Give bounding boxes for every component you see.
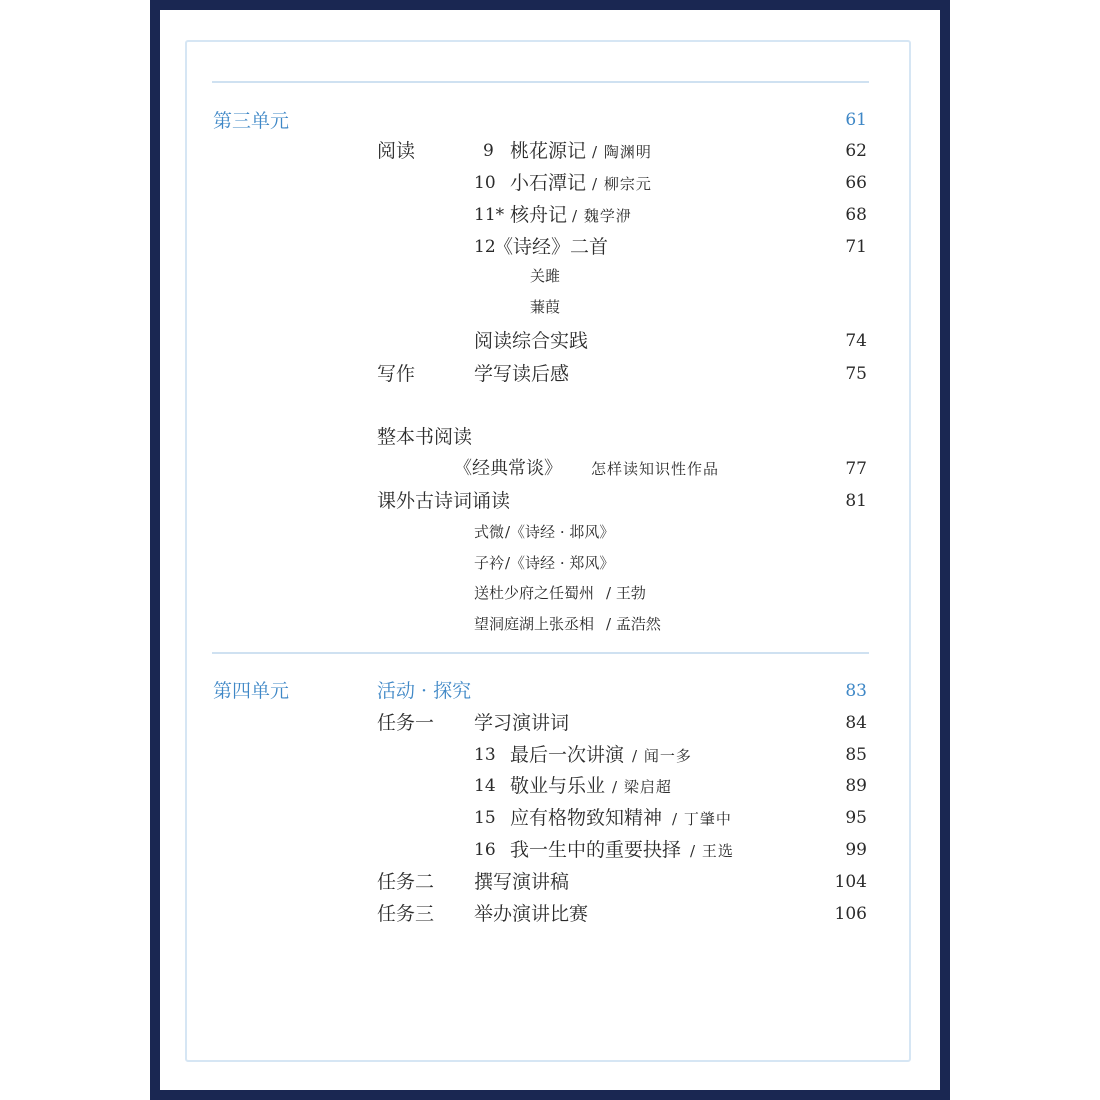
lesson-page: 71 [845, 237, 867, 257]
task3-label: 任务三 [377, 903, 435, 925]
lesson-title: 小石潭记 [510, 172, 587, 194]
lesson-author: / 陶渊明 [592, 143, 652, 161]
lesson-author: / 魏学洢 [572, 207, 632, 225]
task1-title: 学习演讲词 [474, 712, 570, 734]
poem-source: /《诗经 · 郑风》 [505, 554, 615, 572]
task2-page: 104 [834, 872, 867, 892]
lesson-page: 89 [845, 776, 867, 796]
poem-source: /《诗经 · 邶风》 [505, 523, 615, 541]
lesson-page: 68 [845, 205, 867, 225]
lesson-page: 62 [845, 141, 867, 161]
lesson-title: 《诗经》二首 [494, 236, 609, 258]
lesson-number: 13 [474, 745, 496, 765]
lesson-page: 85 [845, 745, 867, 765]
lesson-author: / 闻一多 [632, 747, 692, 765]
lesson-number: 12 [474, 237, 496, 257]
task2-label: 任务二 [377, 871, 435, 893]
lesson-number: 10 [474, 173, 496, 193]
lesson-author: / 柳宗元 [592, 175, 652, 193]
lesson-page: 66 [845, 173, 867, 193]
poem-title: 送杜少府之任蜀州 [474, 584, 595, 602]
whole-book-title: 《经典常谈》 [454, 458, 562, 479]
lesson-page: 95 [845, 808, 867, 828]
writing-label: 写作 [377, 363, 416, 385]
lesson-number: 14 [474, 776, 496, 796]
poem-title: 蒹葭 [530, 298, 561, 316]
extracurricular-page: 81 [845, 491, 867, 511]
unit-divider [212, 652, 869, 654]
whole-book-subtitle: 怎样读知识性作品 [591, 460, 720, 478]
lesson-author: / 王选 [690, 842, 734, 860]
lesson-title: 应有格物致知精神 [510, 807, 663, 829]
task1-page: 84 [845, 713, 867, 733]
lesson-title: 我一生中的重要抉择 [510, 839, 682, 861]
task2-title: 撰写演讲稿 [474, 871, 570, 893]
lesson-title: 最后一次讲演 [510, 744, 625, 766]
poem-title: 式微 [474, 523, 505, 541]
practice-page: 74 [845, 331, 867, 351]
lesson-number: 9 [483, 141, 494, 161]
unit3-title: 第三单元 [213, 110, 290, 132]
lesson-number: 11* [474, 205, 505, 225]
extracurricular-label: 课外古诗词诵读 [377, 490, 511, 512]
lesson-author: / 梁启超 [612, 778, 672, 796]
lesson-number: 15 [474, 808, 496, 828]
poem-title: 子衿 [474, 554, 505, 572]
unit4-title: 第四单元 [213, 680, 290, 702]
task1-label: 任务一 [377, 712, 435, 734]
whole-book-label: 整本书阅读 [377, 426, 473, 448]
poem-source: / 孟浩然 [606, 615, 661, 633]
unit3-page: 61 [845, 110, 867, 130]
task3-page: 106 [834, 904, 867, 924]
lesson-title: 桃花源记 [510, 140, 587, 162]
poem-source: / 王勃 [606, 584, 646, 602]
poem-title: 关雎 [530, 267, 561, 285]
lesson-author: / 丁肇中 [672, 810, 732, 828]
activity-title: 活动 · 探究 [377, 680, 472, 702]
unit4-page: 83 [845, 681, 867, 701]
task3-title: 举办演讲比赛 [474, 903, 589, 925]
whole-book-page: 77 [845, 459, 867, 479]
lesson-number: 16 [474, 840, 496, 860]
lesson-title: 核舟记 [510, 204, 568, 226]
lesson-title: 敬业与乐业 [510, 775, 606, 797]
practice-title: 阅读综合实践 [474, 330, 589, 352]
poem-title: 望洞庭湖上张丞相 [474, 615, 595, 633]
writing-page: 75 [845, 364, 867, 384]
top-divider [212, 81, 869, 83]
reading-label: 阅读 [377, 140, 416, 162]
lesson-page: 99 [845, 840, 867, 860]
writing-title: 学写读后感 [474, 363, 570, 385]
